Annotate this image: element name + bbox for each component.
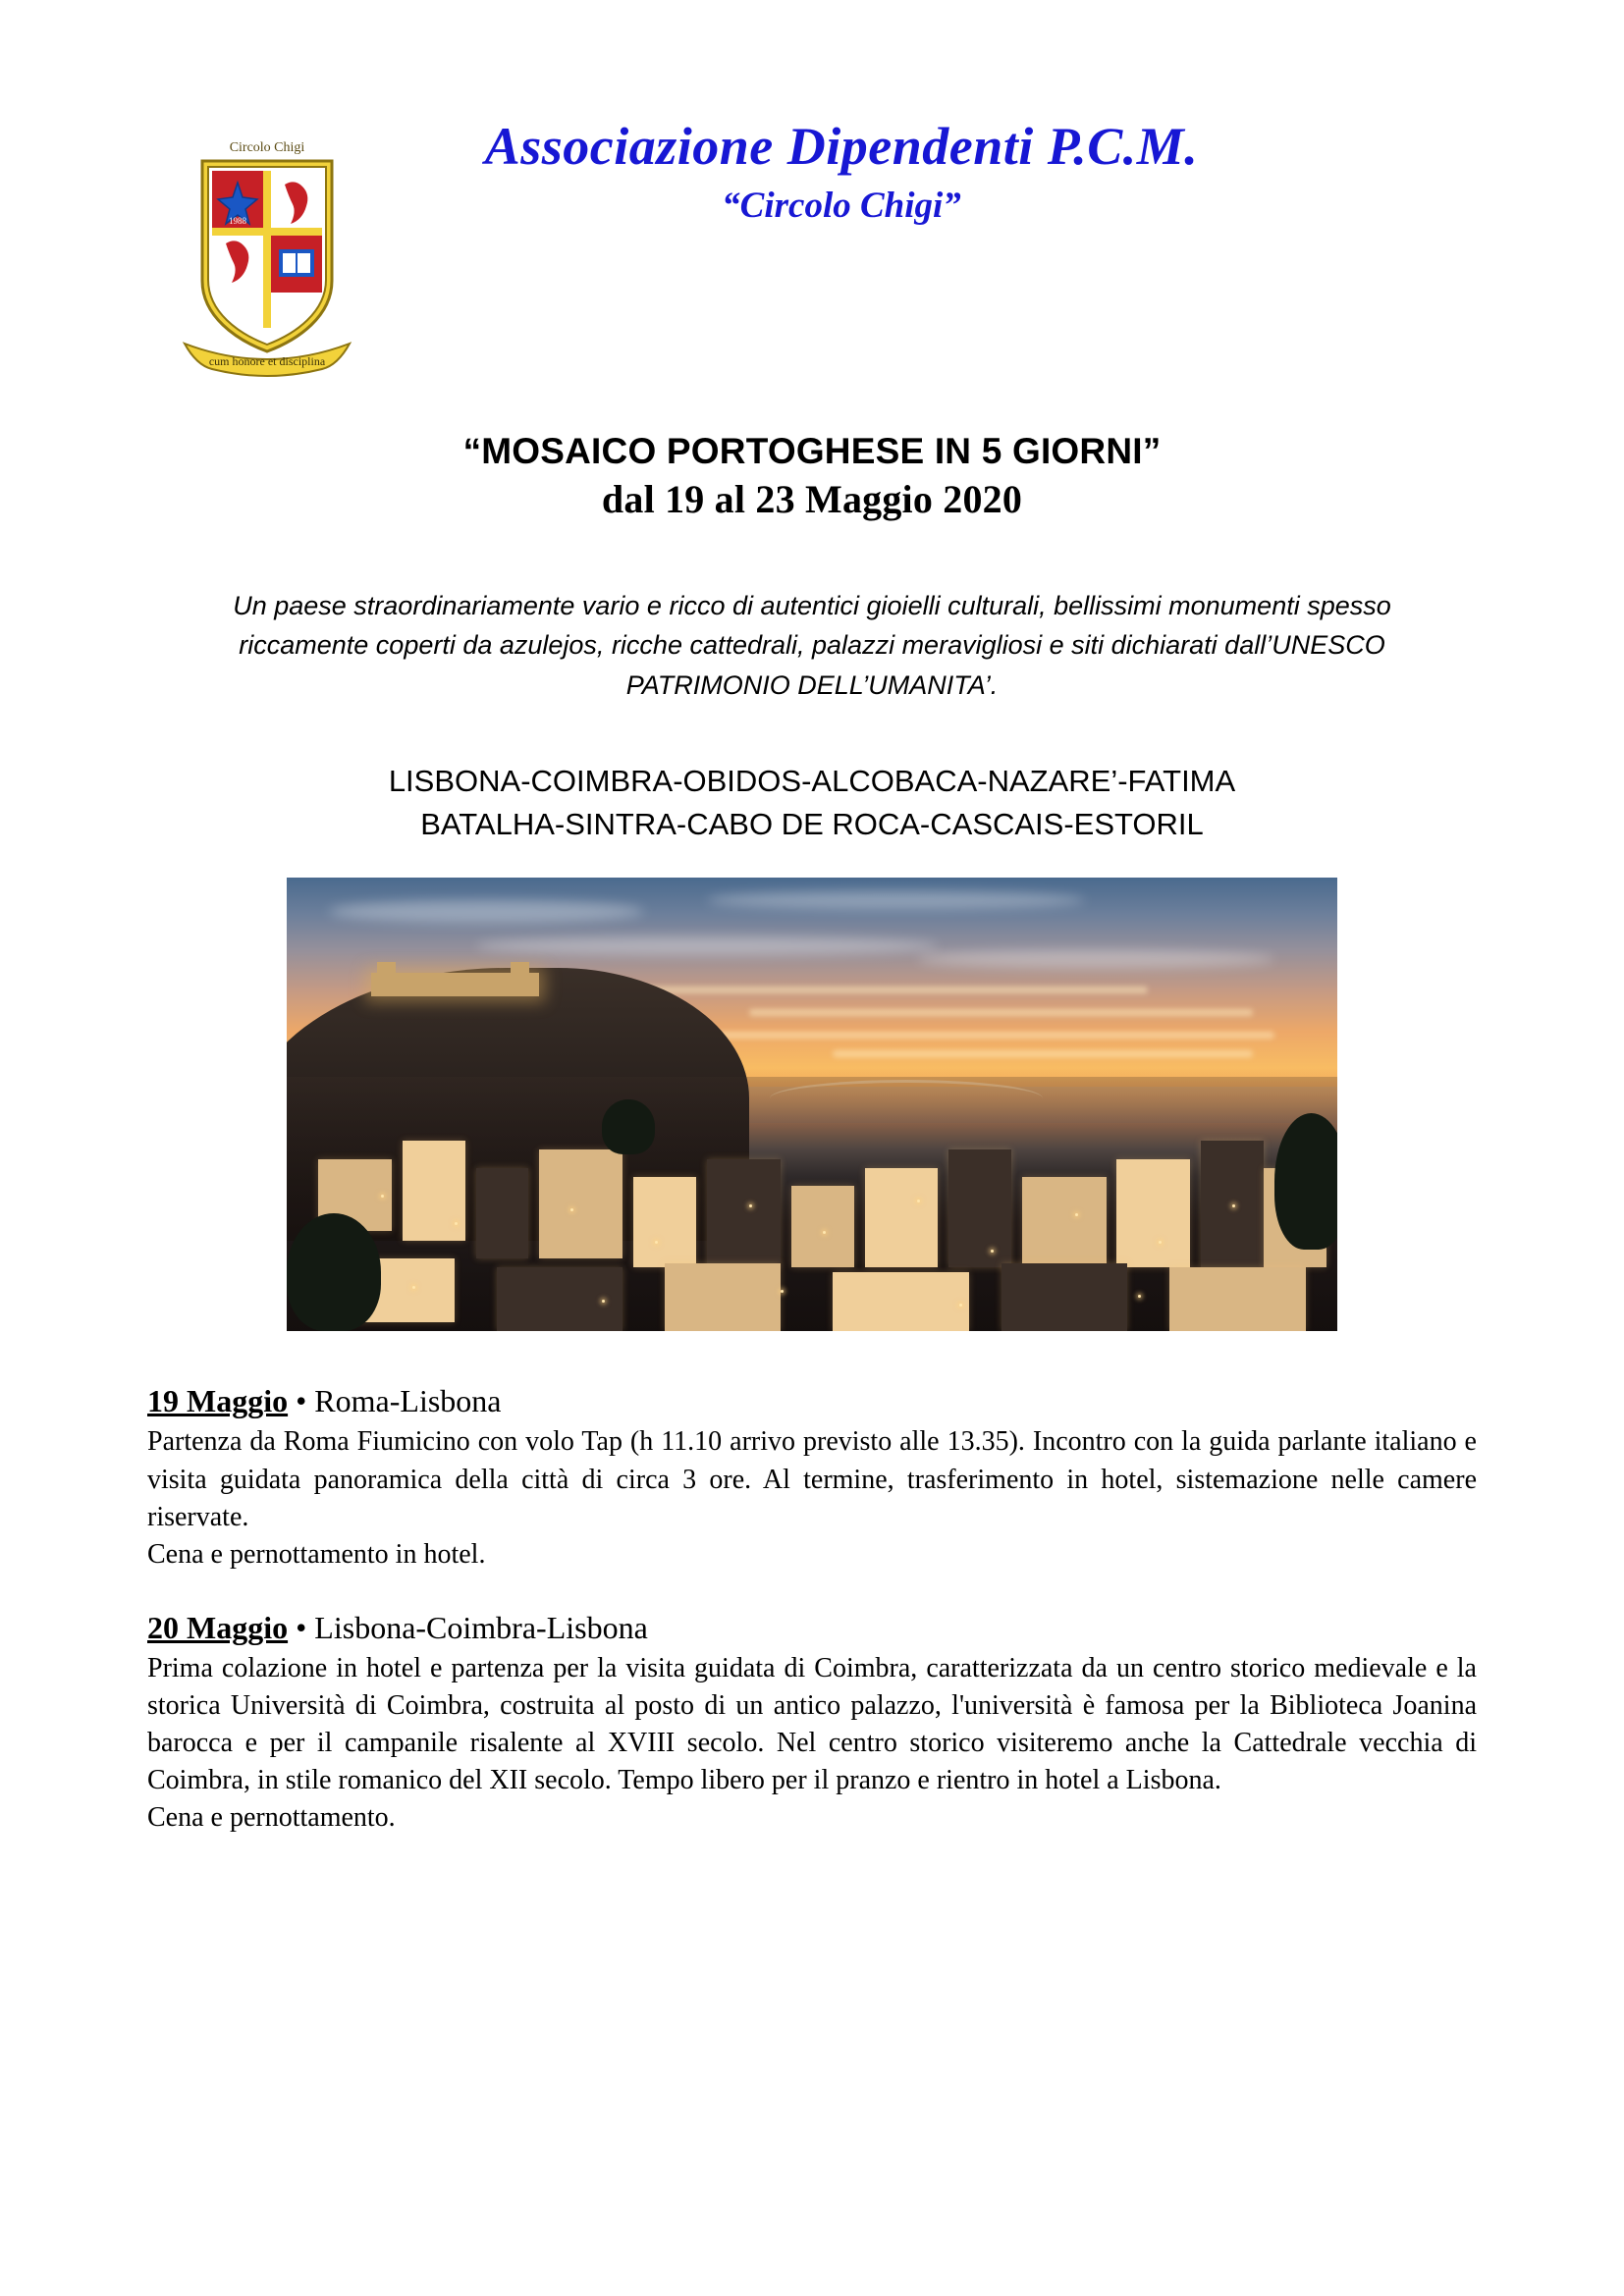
organization-name: Associazione Dipendenti P.C.M. [484,117,1199,176]
itinerary-day-date: 20 Maggio [147,1609,289,1645]
title-line-2: dal 19 al 23 Maggio 2020 [601,477,1023,522]
itinerary-day-heading [147,1609,1477,1646]
itinerary-day-description: Prima colazione in hotel e partenza per la visita guidata di Coimbra, caratterizzata da un centro storico medievale e la storica Università di Coimbra, costruita al posto di un antico palazzo, l'università è famosa per la Biblioteca Joanina barocca e per il campanile risalente al XVIII secolo. Nel centro storico visiteremo anche la Cattedrale vecchia di Coimbra, in stile romanico del XII secolo. Tempo libero per il pranzo e rientro in hotel a Lisbona. [147,1653,1477,1796]
intro-paragraph: Un paese straordinariamente vario e ricco di autentici gioielli culturali, bellissimi monumenti spesso riccamente coperti da azulejos, ricche cattedrali, palazzi meravigliosi e siti dichiarati dall’UNESCO PATRIMONIO DELL’UMANITA’. [233,590,1391,700]
itinerary-day [147,1609,1477,1838]
title-line-1: “MOSAICO PORTOGHESE IN 5 GIORNI” [462,431,1162,471]
bullet-icon: • [296,1609,307,1645]
page-title [147,428,1477,525]
organization-subtitle: “Circolo Chigi” [722,186,961,227]
itinerary-day-description: Partenza da Roma Fiumicino con volo Tap (h 11.10 arrivo previsto alle 13.35). Incontro con la guida parlante italiano e visita guidata panoramica della città di circa 3 ore. Al termine, trasferimento in hotel, sistemazione nelle camere riservate. [147,1426,1477,1532]
itinerary-list [147,1382,1477,1837]
document-header [147,118,1477,373]
svg-text:1988: 1988 [229,216,246,226]
route-line-2: BATALHA-SINTRA-CABO DE ROCA-CASCAIS-ESTORIL [420,807,1204,842]
itinerary-day-heading [147,1382,1477,1419]
svg-text:cum honore et disciplina: cum honore et disciplina [208,354,326,368]
itinerary-day-closing: Cena e pernottamento. [147,1802,396,1834]
itinerary-day-route: Lisbona-Coimbra-Lisbona [314,1609,648,1645]
bullet-icon: • [296,1383,307,1419]
route-summary [147,760,1477,846]
svg-text:Circolo Chigi: Circolo Chigi [229,140,305,155]
itinerary-day-route: Roma-Lisbona [314,1383,502,1419]
itinerary-day-closing: Cena e pernottamento in hotel. [147,1538,486,1570]
circolo-chigi-crest-logo [169,133,365,379]
itinerary-day [147,1382,1477,1574]
route-line-1: LISBONA-COIMBRA-OBIDOS-ALCOBACA-NAZARE’-FATIMA [388,764,1236,799]
itinerary-day-date: 19 Maggio [147,1383,289,1419]
lisbon-panorama-photo [287,878,1337,1331]
